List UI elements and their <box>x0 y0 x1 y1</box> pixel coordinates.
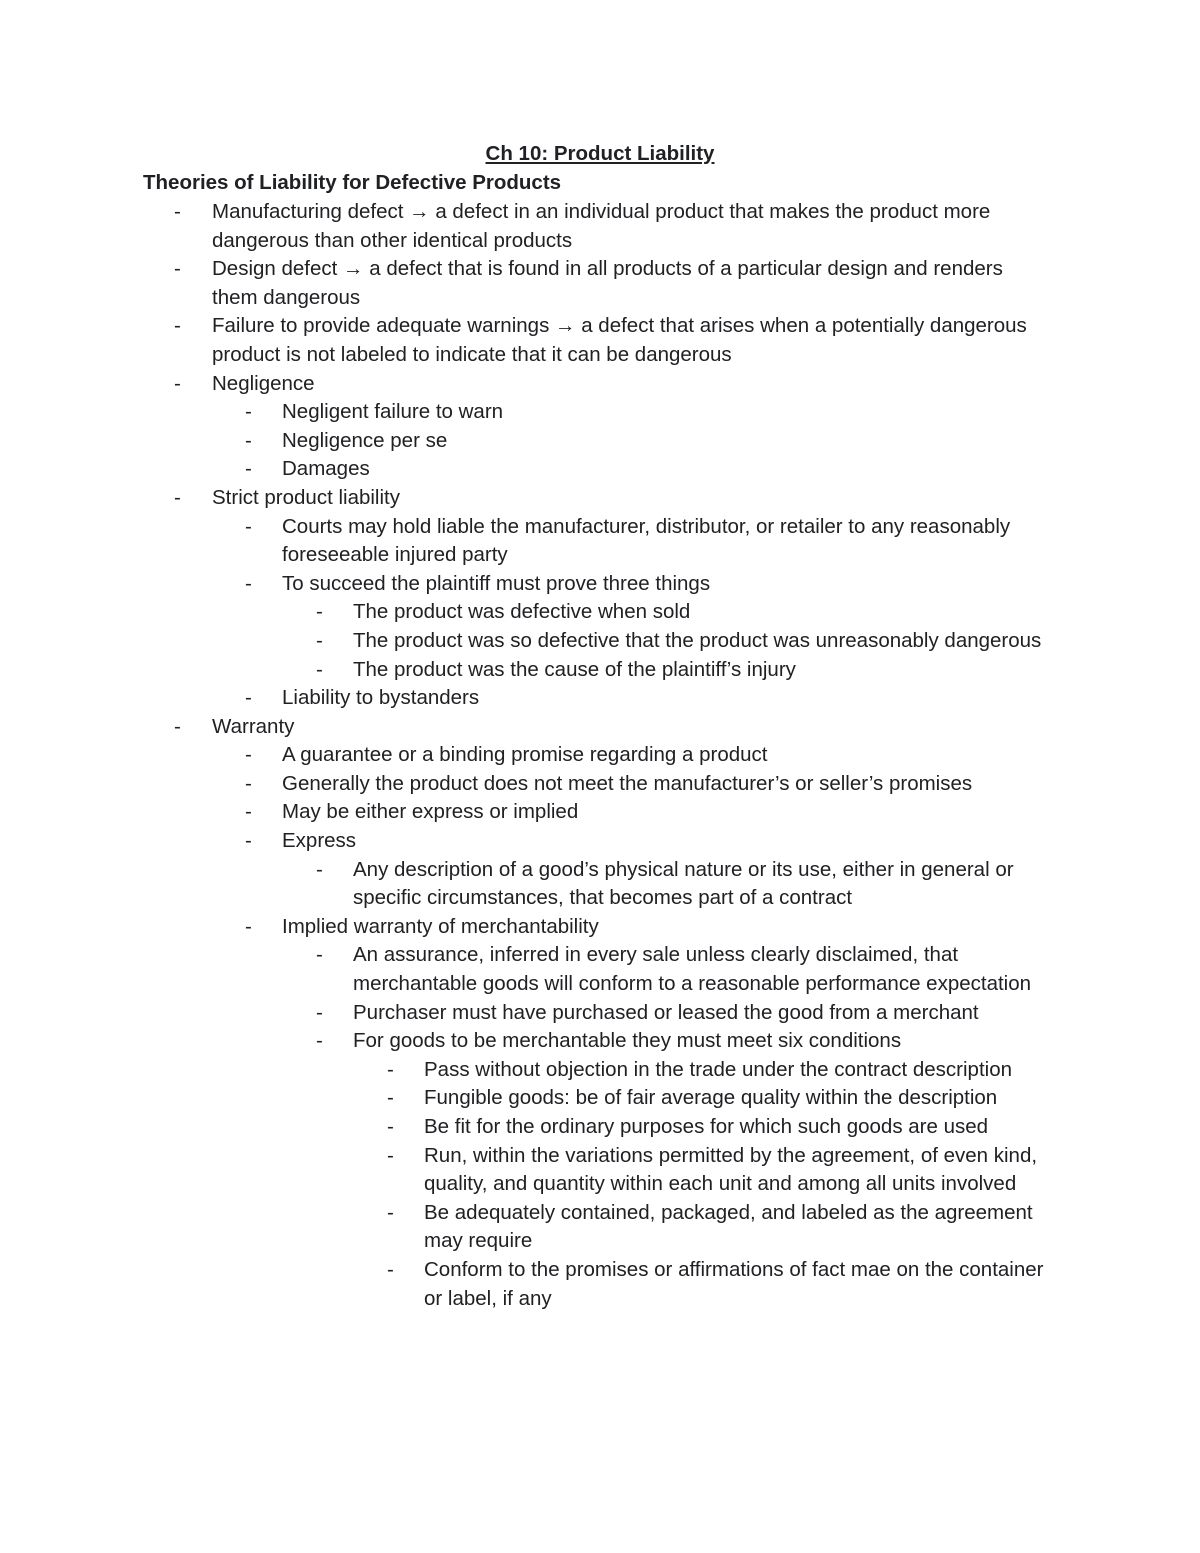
bullet-dash: - <box>316 1029 323 1053</box>
list-item <box>0 198 1200 255</box>
list-item-text: Negligence per se <box>282 428 448 452</box>
list-item-text: For goods to be merchantable they must meet six conditions <box>353 1029 902 1053</box>
list-item-text: Implied warranty of merchantability <box>282 914 599 938</box>
bullet-dash: - <box>174 257 181 281</box>
list-item-text: Strict product liability <box>212 485 400 509</box>
list-item <box>0 827 1200 856</box>
bullet-dash: - <box>174 485 181 509</box>
list-item-text: To succeed the plaintiff must prove three things <box>282 571 711 595</box>
bullet-dash: - <box>316 1000 323 1024</box>
list-item-text: Pass without objection in the trade under the contract description <box>424 1057 1013 1081</box>
bullet-dash: - <box>245 571 252 595</box>
outline-list <box>0 198 1200 1313</box>
bullet-dash: - <box>245 771 252 795</box>
list-item-text: Manufacturing defect → a defect in an individual product that makes the product more dangerous than other identical products <box>212 200 991 252</box>
list-item-text: Express <box>282 829 357 853</box>
bullet-dash: - <box>387 1115 394 1138</box>
list-item-text: A guarantee or a binding promise regarding a product <box>282 743 768 767</box>
list-item-text: Failure to provide adequate warnings → a defect that arises when a potentially dangerous product is not labeled to indicate that it can be dangerous <box>212 314 1027 366</box>
bullet-dash: - <box>245 743 252 767</box>
list-item-text: Be fit for the ordinary purposes for which such goods are used <box>424 1115 989 1138</box>
bullet-dash: - <box>245 514 252 538</box>
list-item <box>0 1084 1200 1113</box>
bullet-dash: - <box>245 829 252 853</box>
list-item-text: Purchaser must have purchased or leased the good from a merchant <box>353 1000 979 1024</box>
bullet-dash: - <box>245 428 252 452</box>
list-item <box>0 427 1200 456</box>
list-item <box>0 913 1200 942</box>
list-item-text: Negligence <box>212 371 315 395</box>
list-item <box>0 398 1200 427</box>
bullet-dash: - <box>387 1257 394 1281</box>
list-item <box>0 1056 1200 1085</box>
list-item <box>0 370 1200 399</box>
list-item-text: Run, within the variations permitted by the agreement, of even kind, quality, and quantity within each unit and among all units involved <box>424 1143 1038 1196</box>
list-item <box>0 1142 1200 1199</box>
list-item-text: Any description of a good’s physical nature or its use, either in general or specific circumstances, that becomes part of a contract <box>353 857 1014 910</box>
list-item <box>0 770 1200 799</box>
page-title: Ch 10: Product Liability <box>485 142 715 165</box>
list-item <box>0 513 1200 570</box>
list-item-text: May be either express or implied <box>282 800 579 824</box>
list-item-text: Damages <box>282 457 370 481</box>
list-item <box>0 312 1200 369</box>
list-item <box>0 798 1200 827</box>
list-item-text: Be adequately contained, packaged, and labeled as the agreement may require <box>424 1200 1033 1253</box>
list-item-text: An assurance, inferred in every sale unless clearly disclaimed, that merchantable goods will conform to a reasonable performance expectation <box>353 943 1032 996</box>
list-item <box>0 941 1200 998</box>
list-item-text: Negligent failure to warn <box>282 400 504 424</box>
bullet-dash: - <box>387 1200 394 1224</box>
bullet-dash: - <box>245 914 252 938</box>
bullet-dash: - <box>387 1086 394 1110</box>
list-item-text: Conform to the promises or affirmations of fact mae on the container or label, if any <box>424 1257 1044 1310</box>
list-item-text: The product was so defective that the product was unreasonably dangerous <box>353 628 1042 652</box>
bullet-dash: - <box>174 314 181 338</box>
list-item-text: Design defect → a defect that is found in all products of a particular design and renders them dangerous <box>212 257 1003 309</box>
bullet-dash: - <box>245 457 252 481</box>
bullet-dash: - <box>387 1143 394 1167</box>
bullet-dash: - <box>245 800 252 824</box>
list-item <box>0 455 1200 484</box>
bullet-dash: - <box>245 686 252 710</box>
bullet-dash: - <box>316 600 323 624</box>
list-item <box>0 684 1200 713</box>
bullet-dash: - <box>387 1057 394 1081</box>
list-item-text: Generally the product does not meet the manufacturer’s or seller’s promises <box>282 771 973 795</box>
list-item <box>0 713 1200 742</box>
bullet-dash: - <box>245 400 252 424</box>
list-item <box>0 570 1200 599</box>
bullet-dash: - <box>316 857 323 881</box>
list-item <box>0 999 1200 1028</box>
list-item-text: Liability to bystanders <box>282 686 480 710</box>
list-item-text: The product was the cause of the plaintiff’s injury <box>353 657 796 681</box>
bullet-dash: - <box>316 943 323 967</box>
list-item <box>0 1256 1200 1313</box>
list-item <box>0 255 1200 312</box>
list-item <box>0 627 1200 656</box>
bullet-dash: - <box>316 657 323 681</box>
list-item <box>0 1027 1200 1056</box>
list-item-text: Fungible goods: be of fair average quality within the description <box>424 1086 998 1110</box>
list-item <box>0 1199 1200 1256</box>
bullet-dash: - <box>174 200 181 223</box>
bullet-dash: - <box>174 371 181 395</box>
list-item-text: Warranty <box>212 714 295 738</box>
bullet-dash: - <box>174 714 181 738</box>
list-item-text: Courts may hold liable the manufacturer, distributor, or retailer to any reasonably foreseeable injured party <box>282 514 1011 567</box>
list-item <box>0 484 1200 513</box>
list-item <box>0 1113 1200 1142</box>
list-item <box>0 598 1200 627</box>
section-heading: Theories of Liability for Defective Products <box>143 171 562 194</box>
list-item <box>0 856 1200 913</box>
list-item <box>0 656 1200 685</box>
bullet-dash: - <box>316 628 323 652</box>
list-item <box>0 741 1200 770</box>
list-item-text: The product was defective when sold <box>353 600 691 624</box>
